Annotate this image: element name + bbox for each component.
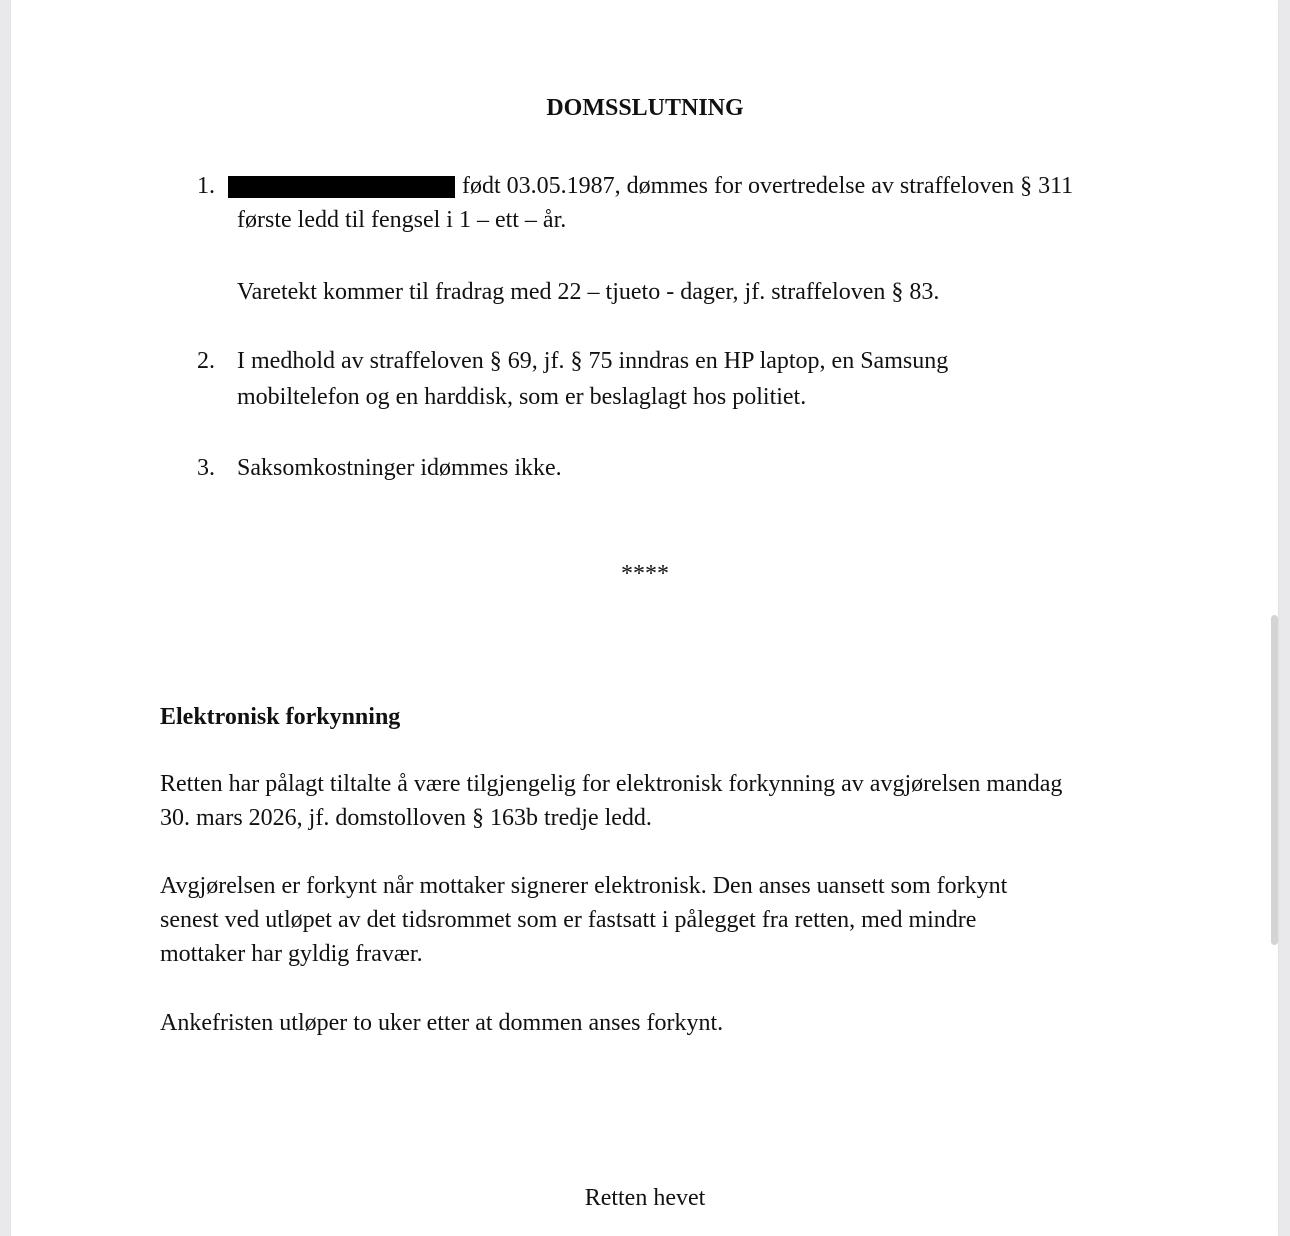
paragraph-line: mottaker har gyldig fravær. [160,941,423,967]
list-item-text: født 03.05.1987, dømmes for overtredelse av straffeloven § 311 [462,173,1074,199]
paragraph-line: senest ved utløpet av det tidsrommet som er fastsatt i pålegget fra retten, med mindre [160,907,977,933]
paragraph-line: Retten har pålagt tiltalte å være tilgjengelig for elektronisk forkynning av avgjørelsen mandag [160,771,1063,797]
list-item-text: mobiltelefon og en harddisk, som er beslaglagt hos politiet. [237,384,807,410]
list-item-text: Saksomkostninger idømmes ikke. [237,455,562,481]
list-item-text: I medhold av straffeloven § 69, jf. § 75 inndras en HP laptop, en Samsung [237,348,949,374]
list-item-number: 2. [197,348,215,374]
document-title: DOMSSLUTNING [546,95,744,121]
paragraph-line: Avgjørelsen er forkynt når mottaker signerer elektronisk. Den anses uansett som forkynt [160,873,1008,899]
section-heading: Elektronisk forkynning [160,704,401,730]
paragraph-line: 30. mars 2026, jf. domstolloven § 163b tredje ledd. [160,805,652,831]
vertical-scrollbar-thumb[interactable] [1271,615,1278,945]
paragraph-line: Ankefristen utløper to uker etter at dommen anses forkynt. [160,1010,724,1036]
list-item-text: første ledd til fengsel i 1 – ett – år. [237,207,567,233]
closing-line: Retten hevet [584,1185,706,1211]
section-separator: **** [621,561,669,587]
list-item-number: 3. [197,455,215,481]
list-item-number: 1. [197,173,215,199]
list-item-text: Varetekt kommer til fradrag med 22 – tjueto - dager, jf. straffeloven § 83. [237,279,940,305]
redaction-block [228,176,455,198]
